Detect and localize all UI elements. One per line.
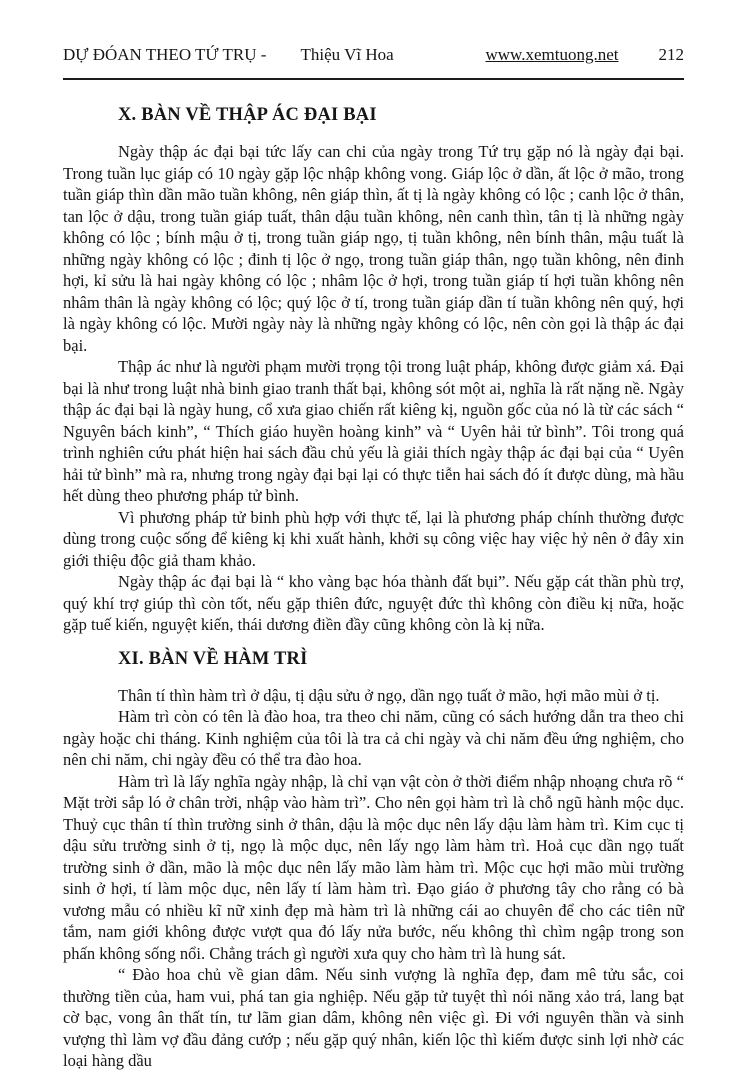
paragraph: Ngày thập ác đại bại là “ kho vàng bạc hóa thành đất bụi”. Nếu gặp cát thần phù trợ, quý khí trợ giúp thì còn tốt, nếu gặp thiên đức, nguyệt đức thì không còn điều kị nữa, hoặc gặp tuế kiến, nguyệt kiến, thái dương điền đầy cũng không còn là kị nữa. [63,572,684,634]
header-divider [63,78,684,80]
page-header [63,45,684,65]
section-heading: XI. BÀN VỀ HÀM TRÌ [118,648,308,669]
paragraph: Hàm trì là lấy nghĩa ngày nhập, là chỉ vạn vật còn ở thời điểm nhập nhoạng chưa rõ “ Mặt trời sắp ló ở chân trời, nhập vào hàm trì”. Cho nên gọi hàm trì là chỗ ngũ hành mộc dục. Thuỷ cục thân tí thìn trường sinh ở thân, dậu là mộc dục nên lấy dậu làm hàm trì. Kim cục tị dậu sửu trường sinh ở tị, ngọ là mộc dục, nên lấy ngọ làm hàm trì. Hoả cục dần ngọ tuất trường sinh ở dần, mão là mộc dục nên lấy mão làm hàm trì. Mộc cục hợi mão mùi trường sinh ở hợi, tí làm mộc dục, nên lấy tí làm hàm trì. Đạo giáo ở phương tây cho rằng có bà vương mẫu có nhiều kĩ nữ xinh đẹp mà hàm trì là những cái ao chuyên để cho các tiên nữ tắm, nam giới không được vượt qua đó lấy nửa bước, nếu không thì chìm ngập trong son phấn không sống nổi. Chẳng trách gì người xưa quy cho hàm trì là hung sát. [63,771,684,963]
paragraph: “ Đào hoa chủ về gian dâm. Nếu sinh vượng là nghĩa đẹp, đam mê tửu sắc, coi thường tiền của, ham vui, phá tan gia nghiệp. Nếu gặp tử tuyệt thì nói năng xảo trá, lang bạt cờ bạc, vong ân thất tín, tư lãm gian dâm, không nên việc gì. Đi với nguyên thần và sinh vượng thì làm vợ đầu đảng cướp ; nếu gặp quý nhân, kiến lộc thì kiếm được sinh lợi nhờ các loại hàng dầu [63,965,684,1070]
paragraph: Thân tí thìn hàm trì ở dậu, tị dậu sửu ở ngọ, dần ngọ tuất ở mão, hợi mão mùi ở tị. [118,685,660,705]
author-name: Thiệu Vĩ Hoa [300,45,394,64]
paragraph: Hàm trì còn có tên là đào hoa, tra theo chi năm, cũng có sách hướng dẫn tra theo chi ngày hoặc chi tháng. Kinh nghiệm của tôi là tra cả chi ngày và chi năm đều ứng nghiệm, cho nên chi năm, chi ngày đều có thể tra đào hoa. [63,707,684,769]
paragraph: Thập ác như là người phạm mười trọng tội trong luật pháp, không được giảm xá. Đại bại là như trong luật nhà binh giao tranh thất bại, không sót một ai, nghĩa là rất nặng nề. Ngày thập ác đại bại là ngày hung, cổ xưa giao chiến rất kiêng kị, nguồn gốc của nó là từ các sách “ Nguyên bách kinh”, “ Thích giáo huyền hoàng kinh” và “ Uyên hải tử bình”. Tôi trong quá trình nghiên cứu phát hiện hai sách đầu chủ yếu là giải thích ngày thập ác đại bại của “ Uyên hải tử bình” mà ra, nhưng trong ngày đại bại lại có thực tiễn hai sách đó ít được dùng, mà hầu hết dùng theo phương pháp tử bình. [63,357,684,505]
section-heading: X. BÀN VỀ THẬP ÁC ĐẠI BẠI [118,105,377,125]
website-link[interactable]: www.xemtuong.net [485,45,619,64]
section-thap-ac-dai-bai [63,105,684,636]
paragraph: Ngày thập ác đại bại tức lấy can chi của ngày trong Tứ trụ gặp nó là ngày đại bại. Trong tuần lục giáp có 10 ngày gặp lộc nhập không vong. Giáp lộc ở dần, ất lộc ở mão, trong tuần giáp thìn dần mão tuần không, nên giáp thìn, ất tị là ngày không có lộc ; canh lộc ở thân, tan lộc ở dậu, trong tuần giáp tuất, thân dậu tuần không, nên canh thìn, tân tị là những ngày không có lộc ; bính mậu ở tị, trong tuần giáp ngọ, tị tuần không, nên bính thân, mậu tuất là những ngày không có lộc ; đinh tị lộc ở ngọ, trong tuần giáp thân, ngọ tuần không, nên đinh hợi, kỉ sửu là hai ngày không có lộc ; nhâm lộc ở hợi, trong tuần giáp tí hợi tuần không nên nhâm thân là ngày không có lộc; quý lộc ở tí, trong tuần giáp dần tí tuần không nên quý, hợi là ngày không có lộc. Mười ngày này là những ngày không có lộc, nên còn gọi là thập ác đại bại. [63,142,684,355]
book-title: DỰ ĐÓAN THEO TỨ TRỤ - [63,45,267,64]
section-ham-tri [63,649,684,1072]
page-number: 212 [658,45,684,64]
paragraph: Vì phương pháp tử binh phù hợp với thực tế, lại là phương pháp chính thường được dùng trong cuộc sống để kiêng kị khi xuất hành, khởi sụ công việc hay việc hỷ nên ở đây xin giới thiệu độc giả tham khảo. [63,507,684,570]
